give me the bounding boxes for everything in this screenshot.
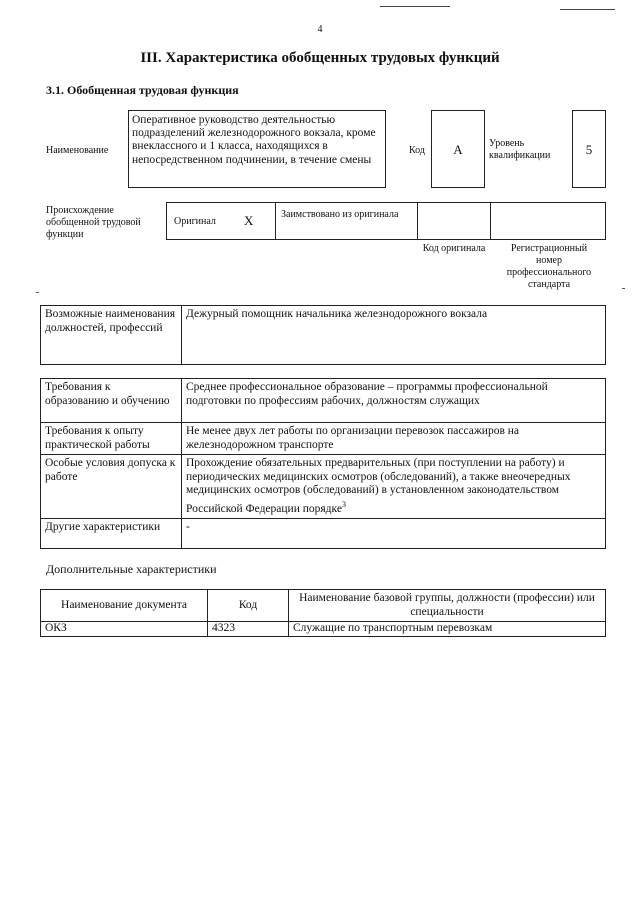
positions-table (40, 305, 606, 365)
borrowed-label: Заимствовано из оригинала (281, 209, 399, 220)
scan-artifact-line (560, 9, 615, 10)
additional-table (40, 589, 606, 637)
name-value: Оперативное руководство деятельностью подразделений железнодорожного вокзала, кроме внеклассного и 1 класса, находящихся в непосредственном подчинении, в течение смены (132, 114, 376, 166)
reg-number-caption: Регистрационный номер профессионального стандарта (506, 243, 592, 290)
req-label: Особые условия допуска к работе (41, 455, 182, 519)
positions-value: Дежурный помощник начальника железнодорожного вокзала (182, 306, 606, 365)
cell-code: 4323 (208, 622, 289, 637)
code-label: Код (409, 145, 425, 156)
req-value: Не менее двух лет работы по организации перевозок пассажиров на железнодорожном транспорте (182, 423, 606, 455)
table-row (41, 423, 606, 455)
footnote-mark: 3 (341, 499, 346, 509)
req-value: Прохождение обязательных предварительных (при поступлении на работу) и периодических медицинских осмотров (обследований), а также внеочередных медицинских осмотров (обследований) в установленном законодательством Российской Федерации порядке (186, 457, 571, 515)
req-value: Среднее профессиональное образование – программы профессиональной подготовки по профессиям рабочих, должностям служащих (182, 379, 606, 423)
scan-artifact-dot (36, 292, 39, 293)
req-label: Требования к образованию и обучению (41, 379, 182, 423)
req-value: - (182, 518, 606, 548)
table-row (41, 379, 606, 423)
scan-artifact-line (380, 6, 450, 7)
original-mark: X (244, 213, 254, 228)
origin-divider (275, 202, 276, 240)
level-value: 5 (585, 142, 593, 157)
table-row (41, 622, 606, 637)
origin-divider (490, 202, 491, 240)
scan-artifact-dot (622, 288, 625, 289)
cell-group: Служащие по транспортным перевозкам (289, 622, 606, 637)
origin-box (166, 202, 606, 240)
table-row (41, 455, 606, 519)
req-value-cell (182, 455, 606, 519)
page-number: 4 (317, 24, 323, 35)
additional-title: Дополнительные характеристики (46, 562, 217, 576)
table-row (41, 518, 606, 548)
header-group: Наименование базовой группы, должности (профессии) или специальности (289, 590, 606, 622)
header-code: Код (208, 590, 289, 622)
subsection-title: 3.1. Обобщенная трудовая функция (46, 83, 239, 97)
table-header-row (41, 590, 606, 622)
origin-divider (417, 202, 418, 240)
section-title: III. Характеристика обобщенных трудовых функций (140, 50, 500, 66)
code-original-caption: Код оригинала (422, 243, 486, 254)
cell-document: ОКЗ (41, 622, 208, 637)
req-label: Требования к опыту практической работы (41, 423, 182, 455)
name-label: Наименование (46, 145, 109, 156)
req-label: Другие характеристики (41, 518, 182, 548)
code-value: A (453, 142, 463, 157)
requirements-table (40, 378, 606, 549)
original-label: Оригинал (174, 216, 216, 227)
positions-label: Возможные наименования должностей, профессий (41, 306, 182, 365)
table-row (41, 306, 606, 365)
level-label: Уровень квалификации (489, 138, 551, 161)
origin-label: Происхождение обобщенной трудовой функции (46, 205, 141, 240)
header-document: Наименование документа (41, 590, 208, 622)
